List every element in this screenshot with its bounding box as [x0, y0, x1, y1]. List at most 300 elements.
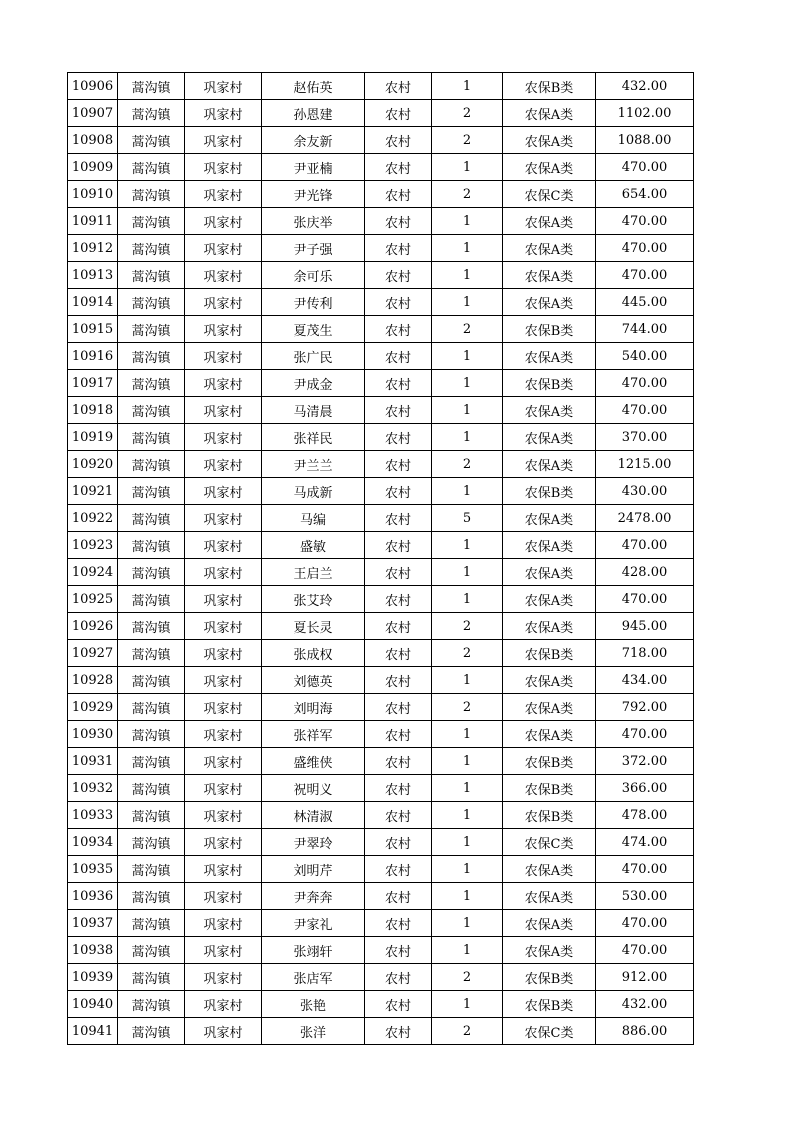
table-row [68, 1018, 694, 1045]
household-type-cell: 农村 [365, 397, 432, 424]
insurance-category-cell: 农保B类 [503, 748, 596, 775]
table-row [68, 262, 694, 289]
household-type-cell: 农村 [365, 451, 432, 478]
household-type-cell: 农村 [365, 694, 432, 721]
village-cell: 巩家村 [185, 856, 262, 883]
name-cell: 余友新 [262, 127, 365, 154]
name-cell: 马编 [262, 505, 365, 532]
town-cell: 蒿沟镇 [118, 208, 185, 235]
household-type-cell: 农村 [365, 181, 432, 208]
name-cell: 尹光锋 [262, 181, 365, 208]
household-size-cell: 2 [432, 181, 503, 208]
household-type-cell: 农村 [365, 532, 432, 559]
name-cell: 王启兰 [262, 559, 365, 586]
name-cell: 马清晨 [262, 397, 365, 424]
amount-cell: 792.00 [596, 694, 694, 721]
insurance-category-cell: 农保B类 [503, 370, 596, 397]
row-id-cell: 10912 [68, 235, 118, 262]
household-type-cell: 农村 [365, 883, 432, 910]
row-id-cell: 10913 [68, 262, 118, 289]
name-cell: 夏长灵 [262, 613, 365, 640]
insurance-category-cell: 农保A类 [503, 721, 596, 748]
name-cell: 张店军 [262, 964, 365, 991]
household-size-cell: 2 [432, 964, 503, 991]
village-cell: 巩家村 [185, 1018, 262, 1045]
household-size-cell: 2 [432, 640, 503, 667]
name-cell: 孙恩建 [262, 100, 365, 127]
name-cell: 张成权 [262, 640, 365, 667]
row-id-cell: 10916 [68, 343, 118, 370]
village-cell: 巩家村 [185, 613, 262, 640]
table-row [68, 964, 694, 991]
table-row [68, 397, 694, 424]
town-cell: 蒿沟镇 [118, 667, 185, 694]
town-cell: 蒿沟镇 [118, 829, 185, 856]
table-row [68, 586, 694, 613]
village-cell: 巩家村 [185, 397, 262, 424]
row-id-cell: 10909 [68, 154, 118, 181]
household-size-cell: 1 [432, 991, 503, 1018]
amount-cell: 718.00 [596, 640, 694, 667]
village-cell: 巩家村 [185, 667, 262, 694]
household-size-cell: 1 [432, 235, 503, 262]
village-cell: 巩家村 [185, 829, 262, 856]
town-cell: 蒿沟镇 [118, 991, 185, 1018]
amount-cell: 470.00 [596, 856, 694, 883]
household-type-cell: 农村 [365, 802, 432, 829]
town-cell: 蒿沟镇 [118, 694, 185, 721]
table-body [68, 73, 694, 1045]
amount-cell: 470.00 [596, 937, 694, 964]
village-cell: 巩家村 [185, 802, 262, 829]
amount-cell: 478.00 [596, 802, 694, 829]
village-cell: 巩家村 [185, 640, 262, 667]
name-cell: 尹奔奔 [262, 883, 365, 910]
row-id-cell: 10931 [68, 748, 118, 775]
insurance-category-cell: 农保B类 [503, 775, 596, 802]
household-type-cell: 农村 [365, 505, 432, 532]
household-type-cell: 农村 [365, 370, 432, 397]
household-type-cell: 农村 [365, 127, 432, 154]
village-cell: 巩家村 [185, 262, 262, 289]
household-size-cell: 1 [432, 154, 503, 181]
row-id-cell: 10939 [68, 964, 118, 991]
name-cell: 夏茂生 [262, 316, 365, 343]
town-cell: 蒿沟镇 [118, 937, 185, 964]
insurance-category-cell: 农保A类 [503, 910, 596, 937]
town-cell: 蒿沟镇 [118, 640, 185, 667]
town-cell: 蒿沟镇 [118, 856, 185, 883]
town-cell: 蒿沟镇 [118, 586, 185, 613]
insurance-category-cell: 农保A类 [503, 883, 596, 910]
household-type-cell: 农村 [365, 910, 432, 937]
row-id-cell: 10915 [68, 316, 118, 343]
row-id-cell: 10921 [68, 478, 118, 505]
insurance-category-cell: 农保A类 [503, 451, 596, 478]
table-row [68, 154, 694, 181]
table-row [68, 343, 694, 370]
town-cell: 蒿沟镇 [118, 964, 185, 991]
household-size-cell: 1 [432, 586, 503, 613]
row-id-cell: 10932 [68, 775, 118, 802]
town-cell: 蒿沟镇 [118, 910, 185, 937]
household-size-cell: 1 [432, 424, 503, 451]
amount-cell: 1088.00 [596, 127, 694, 154]
household-type-cell: 农村 [365, 559, 432, 586]
table-row [68, 235, 694, 262]
insurance-category-cell: 农保B类 [503, 316, 596, 343]
row-id-cell: 10936 [68, 883, 118, 910]
household-size-cell: 1 [432, 343, 503, 370]
village-cell: 巩家村 [185, 964, 262, 991]
amount-cell: 432.00 [596, 991, 694, 1018]
insurance-category-cell: 农保A类 [503, 532, 596, 559]
household-type-cell: 农村 [365, 856, 432, 883]
village-cell: 巩家村 [185, 694, 262, 721]
name-cell: 尹翠玲 [262, 829, 365, 856]
village-cell: 巩家村 [185, 127, 262, 154]
amount-cell: 432.00 [596, 73, 694, 100]
name-cell: 盛敏 [262, 532, 365, 559]
household-size-cell: 1 [432, 748, 503, 775]
amount-cell: 470.00 [596, 154, 694, 181]
name-cell: 张祥军 [262, 721, 365, 748]
name-cell: 张艳 [262, 991, 365, 1018]
household-type-cell: 农村 [365, 208, 432, 235]
table-row [68, 748, 694, 775]
household-size-cell: 2 [432, 694, 503, 721]
town-cell: 蒿沟镇 [118, 559, 185, 586]
village-cell: 巩家村 [185, 370, 262, 397]
town-cell: 蒿沟镇 [118, 613, 185, 640]
village-cell: 巩家村 [185, 775, 262, 802]
name-cell: 祝明义 [262, 775, 365, 802]
amount-cell: 1215.00 [596, 451, 694, 478]
name-cell: 尹传利 [262, 289, 365, 316]
town-cell: 蒿沟镇 [118, 343, 185, 370]
amount-cell: 1102.00 [596, 100, 694, 127]
village-cell: 巩家村 [185, 181, 262, 208]
amount-cell: 886.00 [596, 1018, 694, 1045]
household-size-cell: 1 [432, 667, 503, 694]
table-row [68, 829, 694, 856]
household-size-cell: 1 [432, 910, 503, 937]
amount-cell: 540.00 [596, 343, 694, 370]
amount-cell: 370.00 [596, 424, 694, 451]
village-cell: 巩家村 [185, 235, 262, 262]
table-row [68, 856, 694, 883]
town-cell: 蒿沟镇 [118, 1018, 185, 1045]
table-row [68, 721, 694, 748]
village-cell: 巩家村 [185, 748, 262, 775]
household-type-cell: 农村 [365, 289, 432, 316]
insurance-category-cell: 农保A类 [503, 559, 596, 586]
table-row [68, 316, 694, 343]
table-row [68, 289, 694, 316]
household-size-cell: 2 [432, 1018, 503, 1045]
village-cell: 巩家村 [185, 883, 262, 910]
household-type-cell: 农村 [365, 73, 432, 100]
row-id-cell: 10929 [68, 694, 118, 721]
table-row [68, 910, 694, 937]
town-cell: 蒿沟镇 [118, 532, 185, 559]
insurance-category-cell: 农保B类 [503, 964, 596, 991]
row-id-cell: 10938 [68, 937, 118, 964]
household-size-cell: 1 [432, 883, 503, 910]
row-id-cell: 10911 [68, 208, 118, 235]
household-size-cell: 2 [432, 100, 503, 127]
name-cell: 尹子强 [262, 235, 365, 262]
amount-cell: 470.00 [596, 397, 694, 424]
village-cell: 巩家村 [185, 559, 262, 586]
row-id-cell: 10908 [68, 127, 118, 154]
village-cell: 巩家村 [185, 451, 262, 478]
household-size-cell: 2 [432, 451, 503, 478]
insurance-category-cell: 农保A类 [503, 694, 596, 721]
row-id-cell: 10941 [68, 1018, 118, 1045]
insurance-category-cell: 农保B类 [503, 73, 596, 100]
town-cell: 蒿沟镇 [118, 262, 185, 289]
name-cell: 张广民 [262, 343, 365, 370]
table-row [68, 451, 694, 478]
household-size-cell: 1 [432, 856, 503, 883]
amount-cell: 470.00 [596, 910, 694, 937]
amount-cell: 366.00 [596, 775, 694, 802]
table-row [68, 991, 694, 1018]
name-cell: 张祥民 [262, 424, 365, 451]
table-row [68, 694, 694, 721]
village-cell: 巩家村 [185, 208, 262, 235]
table-row [68, 532, 694, 559]
town-cell: 蒿沟镇 [118, 802, 185, 829]
insurance-category-cell: 农保A类 [503, 397, 596, 424]
table-row [68, 208, 694, 235]
insurance-category-cell: 农保B类 [503, 640, 596, 667]
subsidy-table [67, 72, 694, 1045]
household-size-cell: 1 [432, 775, 503, 802]
name-cell: 林清淑 [262, 802, 365, 829]
name-cell: 张洋 [262, 1018, 365, 1045]
amount-cell: 2478.00 [596, 505, 694, 532]
household-type-cell: 农村 [365, 937, 432, 964]
table-row [68, 505, 694, 532]
row-id-cell: 10935 [68, 856, 118, 883]
village-cell: 巩家村 [185, 586, 262, 613]
row-id-cell: 10926 [68, 613, 118, 640]
household-size-cell: 2 [432, 613, 503, 640]
table-row [68, 181, 694, 208]
table-row [68, 559, 694, 586]
insurance-category-cell: 农保C类 [503, 1018, 596, 1045]
amount-cell: 430.00 [596, 478, 694, 505]
name-cell: 张庆举 [262, 208, 365, 235]
household-type-cell: 农村 [365, 829, 432, 856]
household-type-cell: 农村 [365, 316, 432, 343]
insurance-category-cell: 农保A类 [503, 262, 596, 289]
household-type-cell: 农村 [365, 262, 432, 289]
village-cell: 巩家村 [185, 154, 262, 181]
household-size-cell: 1 [432, 829, 503, 856]
insurance-category-cell: 农保C类 [503, 181, 596, 208]
insurance-category-cell: 农保A类 [503, 667, 596, 694]
insurance-category-cell: 农保B类 [503, 802, 596, 829]
household-type-cell: 农村 [365, 1018, 432, 1045]
household-type-cell: 农村 [365, 640, 432, 667]
household-size-cell: 5 [432, 505, 503, 532]
household-size-cell: 1 [432, 370, 503, 397]
insurance-category-cell: 农保C类 [503, 829, 596, 856]
amount-cell: 470.00 [596, 721, 694, 748]
amount-cell: 470.00 [596, 586, 694, 613]
village-cell: 巩家村 [185, 100, 262, 127]
amount-cell: 470.00 [596, 262, 694, 289]
village-cell: 巩家村 [185, 721, 262, 748]
household-size-cell: 1 [432, 262, 503, 289]
name-cell: 尹成金 [262, 370, 365, 397]
household-size-cell: 1 [432, 289, 503, 316]
town-cell: 蒿沟镇 [118, 397, 185, 424]
amount-cell: 428.00 [596, 559, 694, 586]
amount-cell: 470.00 [596, 208, 694, 235]
row-id-cell: 10933 [68, 802, 118, 829]
town-cell: 蒿沟镇 [118, 127, 185, 154]
town-cell: 蒿沟镇 [118, 478, 185, 505]
table-row [68, 775, 694, 802]
town-cell: 蒿沟镇 [118, 181, 185, 208]
village-cell: 巩家村 [185, 343, 262, 370]
village-cell: 巩家村 [185, 910, 262, 937]
town-cell: 蒿沟镇 [118, 775, 185, 802]
household-size-cell: 1 [432, 208, 503, 235]
village-cell: 巩家村 [185, 316, 262, 343]
row-id-cell: 10919 [68, 424, 118, 451]
row-id-cell: 10914 [68, 289, 118, 316]
insurance-category-cell: 农保A类 [503, 937, 596, 964]
amount-cell: 470.00 [596, 532, 694, 559]
insurance-category-cell: 农保A类 [503, 154, 596, 181]
household-size-cell: 1 [432, 721, 503, 748]
town-cell: 蒿沟镇 [118, 505, 185, 532]
table-row [68, 424, 694, 451]
row-id-cell: 10930 [68, 721, 118, 748]
table-row [68, 883, 694, 910]
town-cell: 蒿沟镇 [118, 451, 185, 478]
name-cell: 刘明芹 [262, 856, 365, 883]
insurance-category-cell: 农保A类 [503, 208, 596, 235]
town-cell: 蒿沟镇 [118, 721, 185, 748]
village-cell: 巩家村 [185, 289, 262, 316]
row-id-cell: 10927 [68, 640, 118, 667]
household-size-cell: 1 [432, 73, 503, 100]
table-row [68, 100, 694, 127]
village-cell: 巩家村 [185, 991, 262, 1018]
name-cell: 尹家礼 [262, 910, 365, 937]
insurance-category-cell: 农保A类 [503, 505, 596, 532]
town-cell: 蒿沟镇 [118, 73, 185, 100]
household-type-cell: 农村 [365, 154, 432, 181]
amount-cell: 470.00 [596, 235, 694, 262]
insurance-category-cell: 农保A类 [503, 100, 596, 127]
insurance-category-cell: 农保A类 [503, 424, 596, 451]
name-cell: 余可乐 [262, 262, 365, 289]
row-id-cell: 10906 [68, 73, 118, 100]
row-id-cell: 10920 [68, 451, 118, 478]
amount-cell: 530.00 [596, 883, 694, 910]
insurance-category-cell: 农保A类 [503, 127, 596, 154]
household-type-cell: 农村 [365, 235, 432, 262]
table-row [68, 127, 694, 154]
insurance-category-cell: 农保A类 [503, 613, 596, 640]
town-cell: 蒿沟镇 [118, 748, 185, 775]
amount-cell: 945.00 [596, 613, 694, 640]
village-cell: 巩家村 [185, 424, 262, 451]
name-cell: 马成新 [262, 478, 365, 505]
name-cell: 刘德英 [262, 667, 365, 694]
amount-cell: 470.00 [596, 370, 694, 397]
name-cell: 张翊轩 [262, 937, 365, 964]
town-cell: 蒿沟镇 [118, 424, 185, 451]
household-type-cell: 农村 [365, 748, 432, 775]
insurance-category-cell: 农保A类 [503, 856, 596, 883]
insurance-category-cell: 农保A类 [503, 289, 596, 316]
insurance-category-cell: 农保B类 [503, 991, 596, 1018]
amount-cell: 474.00 [596, 829, 694, 856]
row-id-cell: 10940 [68, 991, 118, 1018]
row-id-cell: 10937 [68, 910, 118, 937]
household-size-cell: 1 [432, 532, 503, 559]
row-id-cell: 10907 [68, 100, 118, 127]
table-row [68, 640, 694, 667]
household-type-cell: 农村 [365, 424, 432, 451]
table-row [68, 478, 694, 505]
household-type-cell: 农村 [365, 991, 432, 1018]
village-cell: 巩家村 [185, 478, 262, 505]
row-id-cell: 10922 [68, 505, 118, 532]
table-row [68, 802, 694, 829]
name-cell: 尹亚楠 [262, 154, 365, 181]
village-cell: 巩家村 [185, 73, 262, 100]
amount-cell: 372.00 [596, 748, 694, 775]
row-id-cell: 10934 [68, 829, 118, 856]
household-size-cell: 2 [432, 316, 503, 343]
table-row [68, 613, 694, 640]
table-row [68, 667, 694, 694]
household-type-cell: 农村 [365, 343, 432, 370]
household-type-cell: 农村 [365, 100, 432, 127]
town-cell: 蒿沟镇 [118, 289, 185, 316]
town-cell: 蒿沟镇 [118, 370, 185, 397]
town-cell: 蒿沟镇 [118, 235, 185, 262]
household-type-cell: 农村 [365, 586, 432, 613]
household-size-cell: 1 [432, 478, 503, 505]
name-cell: 尹兰兰 [262, 451, 365, 478]
insurance-category-cell: 农保A类 [503, 586, 596, 613]
name-cell: 赵佑英 [262, 73, 365, 100]
household-type-cell: 农村 [365, 613, 432, 640]
household-size-cell: 1 [432, 802, 503, 829]
town-cell: 蒿沟镇 [118, 100, 185, 127]
table-row [68, 937, 694, 964]
table-row [68, 370, 694, 397]
household-size-cell: 1 [432, 937, 503, 964]
village-cell: 巩家村 [185, 937, 262, 964]
row-id-cell: 10918 [68, 397, 118, 424]
row-id-cell: 10910 [68, 181, 118, 208]
village-cell: 巩家村 [185, 532, 262, 559]
row-id-cell: 10925 [68, 586, 118, 613]
town-cell: 蒿沟镇 [118, 883, 185, 910]
household-type-cell: 农村 [365, 478, 432, 505]
